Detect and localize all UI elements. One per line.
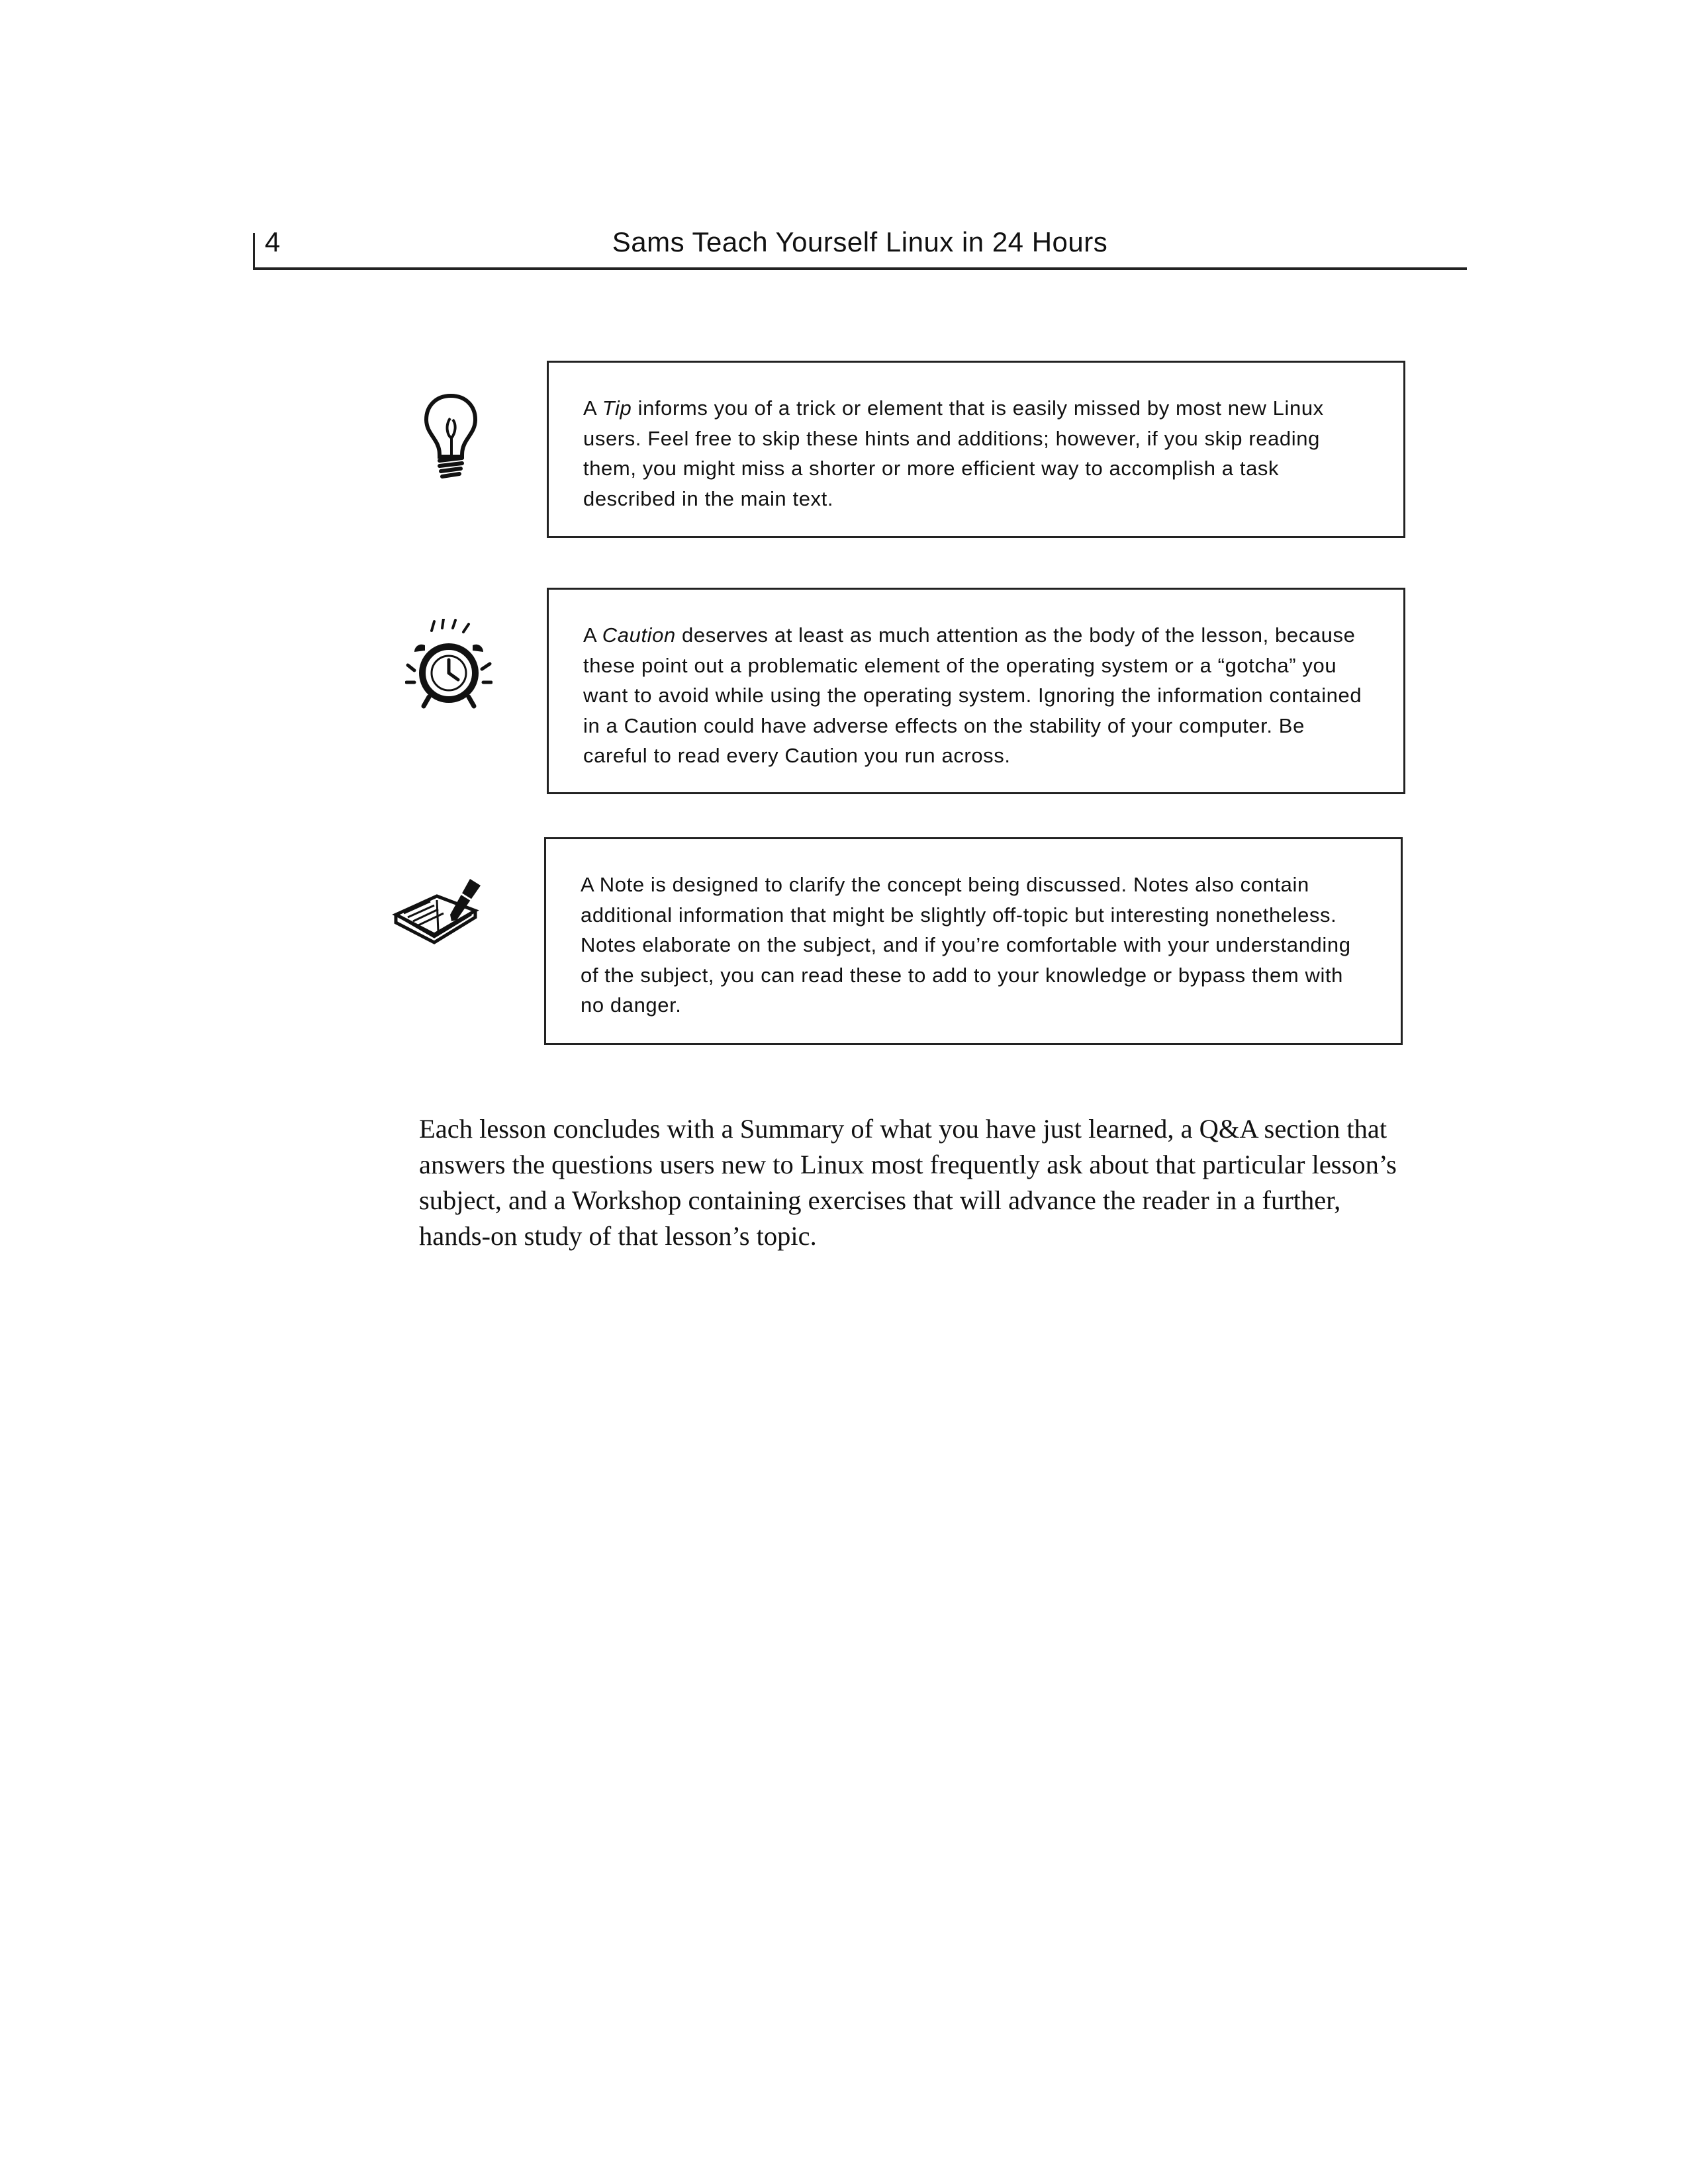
caution-callout <box>547 588 1405 794</box>
lightbulb-icon <box>421 392 481 484</box>
caution-term: Caution <box>602 623 676 647</box>
open-book-icon <box>391 874 496 946</box>
tip-callout <box>547 361 1405 538</box>
page-number: 4 <box>265 226 281 257</box>
tip-term: Tip <box>602 396 632 420</box>
running-header <box>253 218 1467 270</box>
caution-text: A Caution deserves at least as much attention as the body of the lesson, because these point out a problematic element of the operating system or a “gotcha” you want to avoid while using the operating system. Ignoring the information contained in a Caution could have adverse effects on the stability of your computer. Be careful to read every Caution you run across. <box>583 623 1362 767</box>
body-paragraph: Each lesson concludes with a Summary of what you have just learned, a Q&A section that answers the questions users new to Linux most frequently ask about that particular lesson’s subject, and a Workshop containing exercises that will advance the reader in a further, hands-on study of that lesson’s topic. <box>419 1113 1397 1251</box>
book-title: Sams Teach Yourself Linux in 24 Hours <box>612 226 1108 257</box>
alarm-clock-icon <box>405 619 492 711</box>
tip-text: A Tip informs you of a trick or element that is easily missed by most new Linux users. Feel free to skip these hints and additions; however, if you skip reading them, you might miss a shorter or more efficient way to accomplish a task described in the main text. <box>583 396 1324 510</box>
note-callout <box>544 837 1403 1045</box>
note-text: A Note is designed to clarify the concept being discussed. Notes also contain additional information that might be slightly off-topic but interesting nonetheless. Notes elaborate on the subject, and if you’re comfortable with your understanding of the subject, you can read these to add to your knowledge or bypass them with no danger. <box>581 873 1351 1017</box>
